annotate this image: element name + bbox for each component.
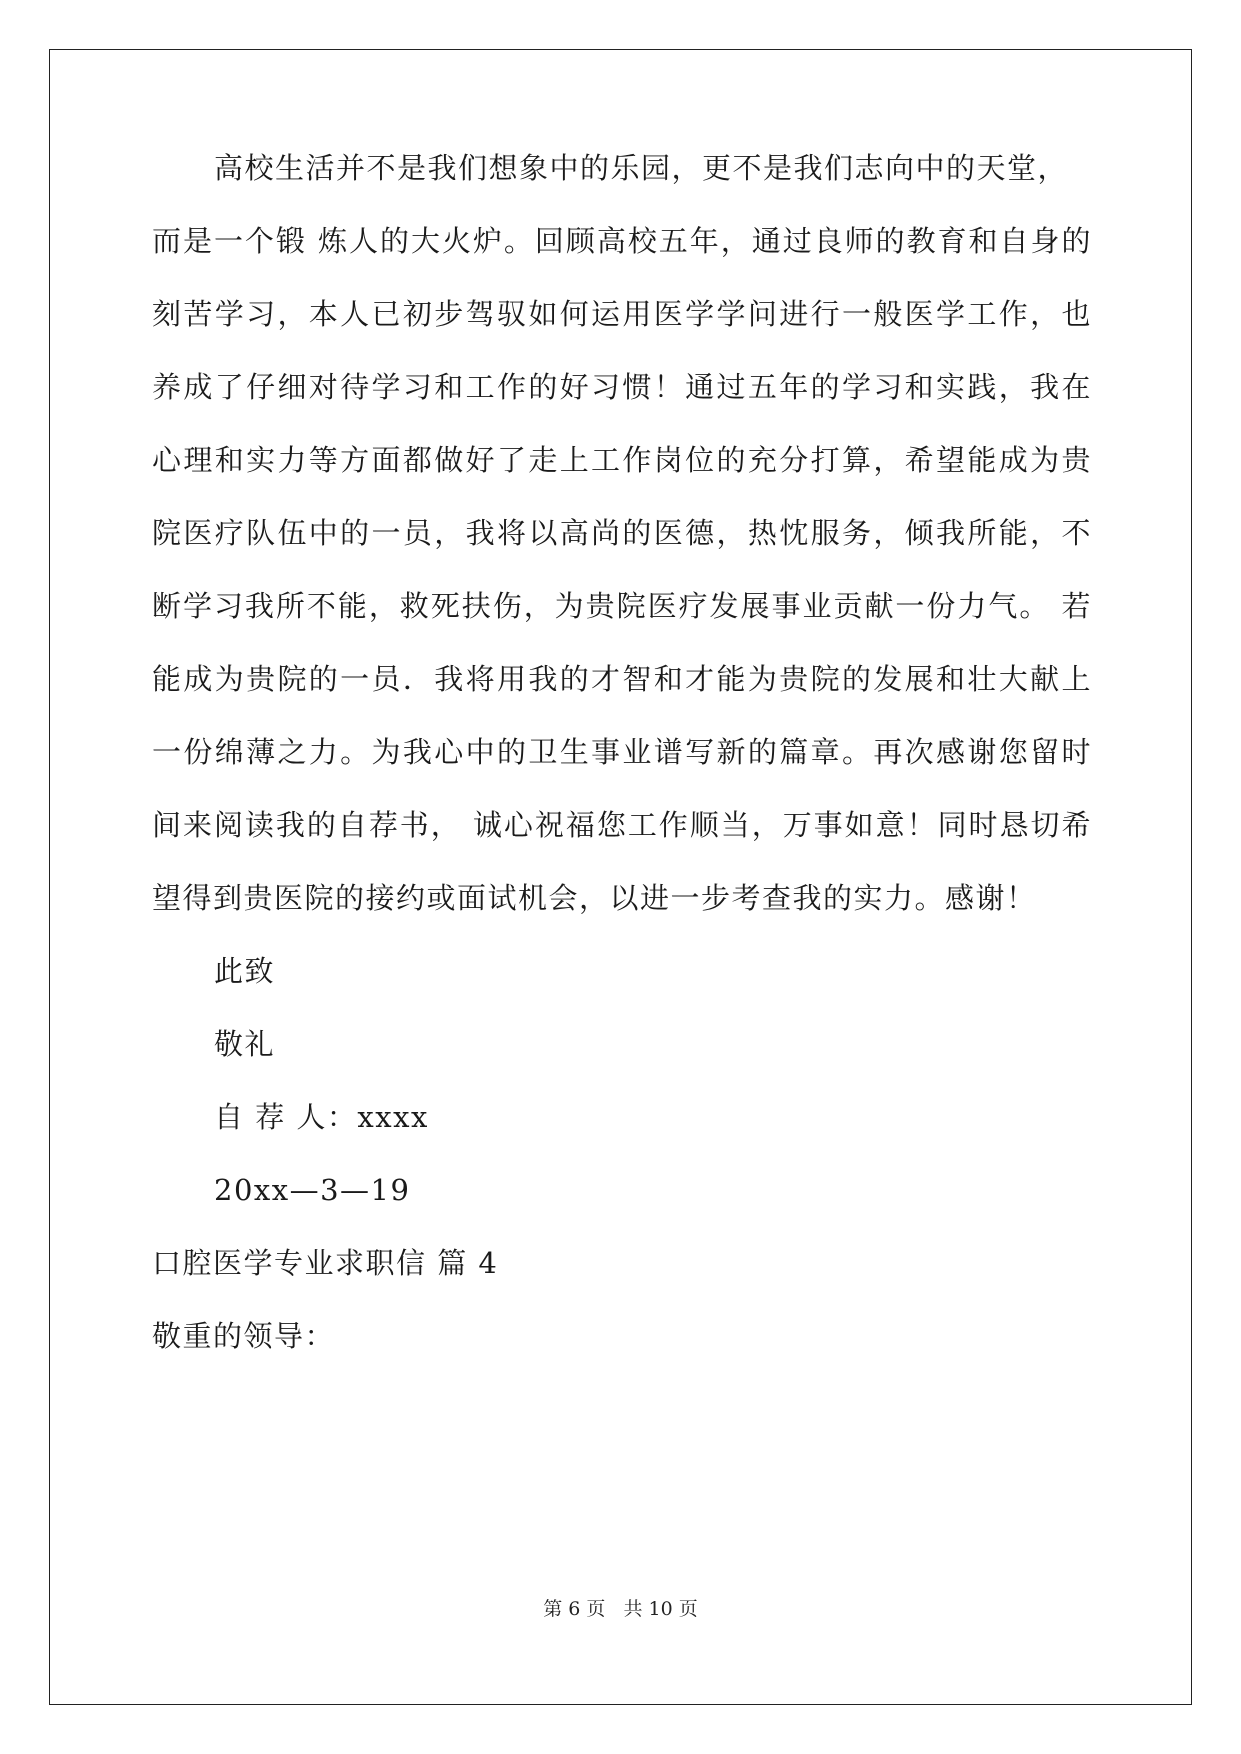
paragraph-line-2: 而是一个锻 炼人的大火炉。回顾高校五年，通过良师的教育和自身的: [152, 224, 1092, 258]
paragraph-line-11: 望得到贵医院的接约或面试机会，以进一步考查我的实力。感谢！: [152, 881, 1037, 915]
paragraph-line-9: 一份绵薄之力。为我心中的卫生事业谱写新的篇章。再次感谢您留时: [152, 735, 1092, 769]
closing-respectfully: 此致: [214, 954, 276, 988]
closing-salute: 敬礼: [214, 1027, 276, 1061]
paragraph-line-1: 高校生活并不是我们想象中的乐园，更不是我们志向中的天堂，: [214, 151, 1069, 185]
paragraph-line-4: 养成了仔细对待学习和工作的好习惯！通过五年的学习和实践，我在: [152, 370, 1092, 404]
paragraph-line-10: 间来阅读我的自荐书， 诚心祝福您工作顺当，万事如意！同时恳切希: [152, 808, 1092, 842]
section-title: 口腔医学专业求职信 篇 4: [152, 1246, 499, 1280]
paragraph-line-8: 能成为贵院的一员．我将用我的才智和才能为贵院的发展和壮大献上: [152, 662, 1092, 696]
date-line: 20xx—3—19: [214, 1173, 411, 1207]
page-number: 第 6 页: [543, 1598, 606, 1620]
salutation: 敬重的领导：: [152, 1319, 336, 1353]
page-footer: [0, 1596, 1241, 1622]
paragraph-line-7: 断学习我所不能，救死扶伤，为贵院医疗发展事业贡献一份力气。 若: [152, 589, 1092, 623]
paragraph-line-5: 心理和实力等方面都做好了走上工作岗位的充分打算，希望能成为贵: [152, 443, 1092, 477]
page-total: 共 10 页: [623, 1598, 698, 1620]
paragraph-line-3: 刻苦学习，本人已初步驾驭如何运用医学学问进行一般医学工作，也: [152, 297, 1092, 331]
signature-line: 自 荐 人：xxxx: [214, 1100, 429, 1134]
paragraph-line-6: 院医疗队伍中的一员，我将以高尚的医德，热忱服务，倾我所能，不: [152, 516, 1092, 550]
